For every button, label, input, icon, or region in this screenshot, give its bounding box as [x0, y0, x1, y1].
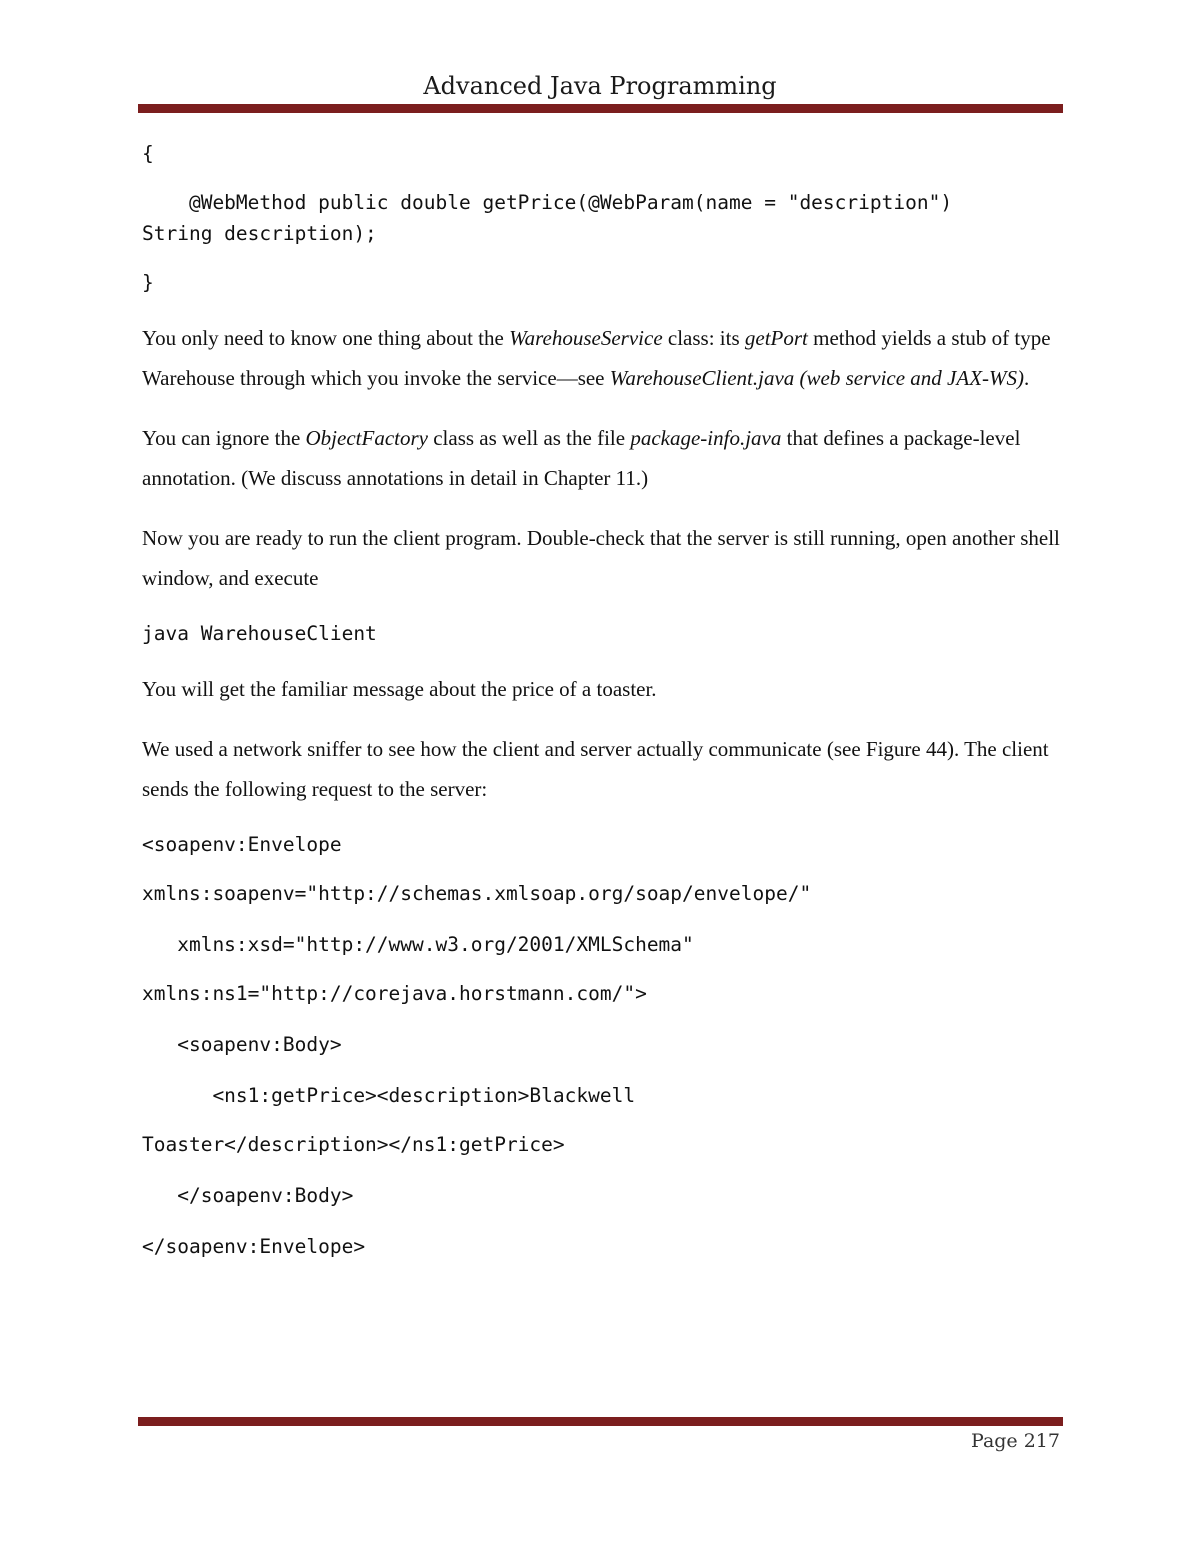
code-run-command: java WarehouseClient [142, 622, 377, 645]
paragraph-toaster-message: You will get the familiar message about the price of a toaster. [142, 677, 657, 701]
code-close-brace: } [142, 271, 154, 294]
code-xml-line: xmlns:ns1="http://corejava.horstmann.com/"> [142, 982, 647, 1005]
page-number: Page 217 [971, 1430, 1060, 1452]
page-header-title: Advanced Java Programming [423, 72, 777, 100]
code-xml-line: Toaster</description></ns1:getPrice> [142, 1133, 565, 1156]
code-xml-line: </soapenv:Envelope> [142, 1235, 366, 1258]
page-content [142, 138, 1062, 1262]
code-line: @WebMethod public double getPrice(@WebParam(name = "description") [142, 191, 953, 214]
code-xml-line: xmlns:soapenv="http://schemas.xmlsoap.org/soap/envelope/" [142, 882, 812, 905]
code-xml-line: <soapenv:Body> [142, 1033, 342, 1056]
code-xml-line: <soapenv:Envelope [142, 833, 342, 856]
code-xml-line: </soapenv:Body> [142, 1184, 354, 1207]
code-xml-line: <ns1:getPrice><description>Blackwell [142, 1084, 636, 1107]
code-open-brace: { [142, 142, 154, 165]
footer-rule [138, 1417, 1063, 1426]
paragraph-object-factory: You can ignore the ObjectFactory class as well as the file package-info.java that defines a package-level annotation. (We discuss annotations in detail in Chapter 11.) [142, 426, 1021, 490]
header-rule [138, 104, 1063, 113]
code-line: String description); [142, 222, 377, 245]
paragraph-network-sniffer: We used a network sniffer to see how the client and server actually communicate (see Figure 44). The client sends the following request to the server: [142, 737, 1049, 801]
code-xml-line: xmlns:xsd="http://www.w3.org/2001/XMLSchema" [142, 933, 694, 956]
paragraph-warehouse-service: You only need to know one thing about the WarehouseService class: its getPort method yields a stub of type Warehouse through which you invoke the service—see WarehouseClient.java (web service and JAX-WS). [142, 326, 1051, 390]
paragraph-run-client: Now you are ready to run the client program. Double-check that the server is still running, open another shell window, and execute [142, 526, 1060, 590]
